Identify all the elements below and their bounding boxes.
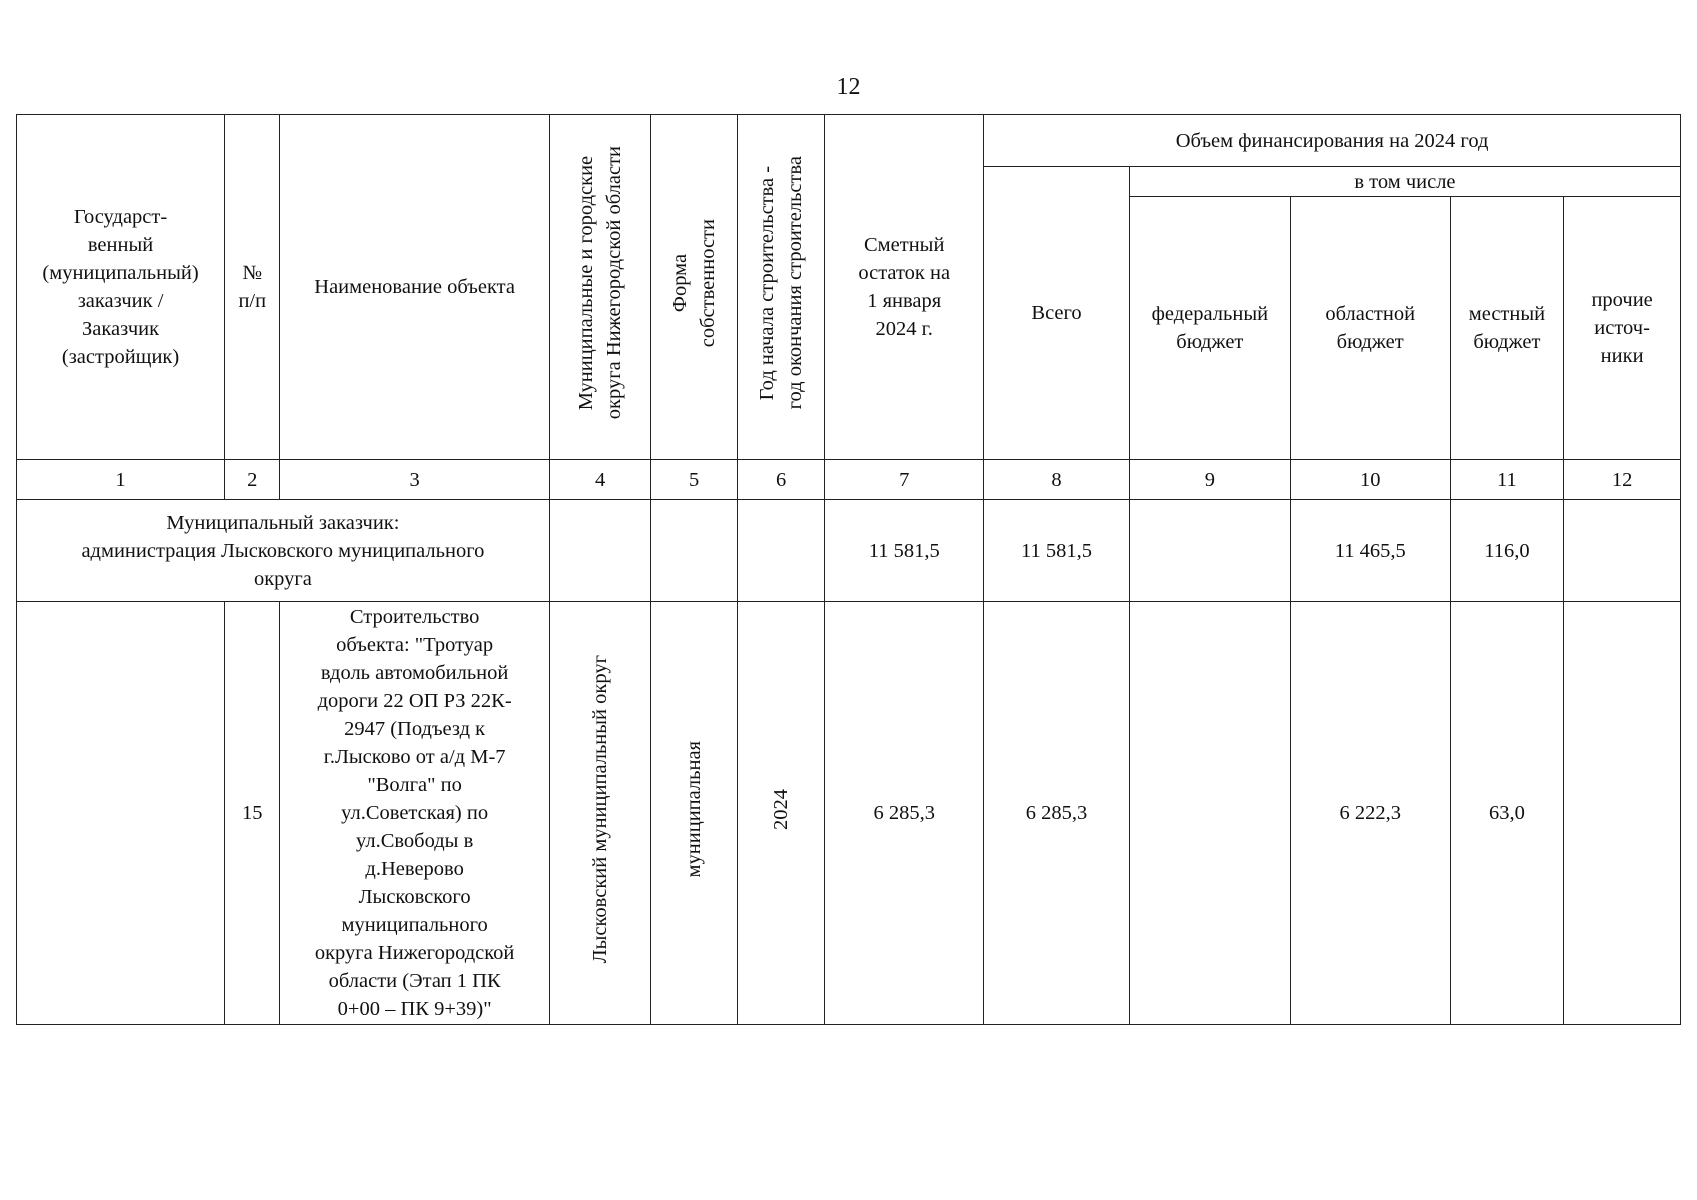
row-district-text: Лысковский муниципальный округ [589,654,612,964]
header-local [1450,197,1564,460]
header-ownership [651,115,737,460]
header-regional-label: областной бюджет [1325,303,1416,353]
header-customer [17,115,225,460]
header-object-name-label: Наименование объекта [314,276,515,298]
column-number: 7 [825,460,984,500]
header-other-label: прочие источ- ники [1591,289,1653,367]
header-other [1564,197,1681,460]
column-number: 12 [1564,460,1681,500]
row-ownership-text: муниципальная [683,740,706,878]
summary-row [17,500,1681,602]
row-number: 15 [225,602,280,1025]
municipal-customer-label: Муниципальный заказчик: администрация Лысковского муниципального округа [81,511,485,590]
header-districts-label: Муниципальные и городские округа Нижегородской области [575,146,626,420]
column-number: 10 [1290,460,1450,500]
row-regional: 6 222,3 [1290,602,1450,1025]
row-object-name [280,602,549,1025]
summary-regional: 11 465,5 [1290,500,1450,602]
row-local: 63,0 [1450,602,1564,1025]
column-number: 8 [984,460,1130,500]
header-regional [1290,197,1450,460]
header-districts [549,115,651,460]
header-funding-2024 [984,115,1681,167]
header-local-label: местный бюджет [1468,303,1546,353]
summary-estimated-balance: 11 581,5 [825,500,984,602]
column-number: 2 [225,460,280,500]
header-estimated-balance-label: Сметный остаток на 1 января 2024 г. [858,234,951,340]
summary-other [1564,500,1681,602]
summary-years [737,500,824,602]
row-estimated-balance: 6 285,3 [825,602,984,1025]
page-number: 12 [836,74,861,100]
row-customer [17,602,225,1025]
column-number: 5 [651,460,737,500]
table-row [17,602,1681,1025]
header-years [737,115,824,460]
column-number: 11 [1450,460,1564,500]
header-row-1 [17,115,1681,167]
row-years-text: 2024 [770,788,793,830]
header-ownership-label: Форма собственности [669,218,720,348]
column-number: 4 [549,460,651,500]
row-years [737,602,824,1025]
header-row-number-label: № п/п [238,262,267,312]
column-number-row [17,460,1681,500]
header-estimated-balance [825,115,984,460]
row-federal [1129,602,1290,1025]
header-total [984,167,1130,460]
column-number: 1 [17,460,225,500]
header-funding-2024-label: Объем финансирования на 2024 год [1175,129,1489,152]
summary-local: 116,0 [1450,500,1564,602]
column-number: 9 [1129,460,1290,500]
column-number: 3 [280,460,549,500]
header-object-name [280,115,549,460]
summary-ownership [651,500,737,602]
header-customer-label: Государст- венный (муниципальный) заказчик / Заказчик (застройщик) [42,206,199,368]
funding-table [16,114,1681,1025]
header-including-label: в том числе [1354,170,1456,193]
row-total: 6 285,3 [984,602,1130,1025]
header-federal-label: федеральный бюджет [1151,303,1269,353]
municipal-customer-cell [17,500,550,602]
summary-federal [1129,500,1290,602]
column-number: 6 [737,460,824,500]
row-ownership [651,602,737,1025]
header-total-label: Всего [1031,302,1082,324]
row-district [549,602,651,1025]
header-including [1129,167,1680,197]
header-years-label: Год начала строительства - год окончания строительства [756,156,807,410]
summary-total: 11 581,5 [984,500,1130,602]
header-row-number [225,115,280,460]
header-federal [1129,197,1290,460]
row-object-name-text: Строительство объекта: "Тротуар вдоль автомобильной дороги 22 ОП РЗ 22К- 2947 (Подъезд к г.Лысково от а/д М-7 "Волга" по ул.Советская) по ул.Свободы в д.Неверово Лысковского муниципального округа Нижегородской области (Этап 1 ПК 0+00 – ПК 9+39)" [314,606,515,1020]
summary-district [549,500,651,602]
row-other [1564,602,1681,1025]
